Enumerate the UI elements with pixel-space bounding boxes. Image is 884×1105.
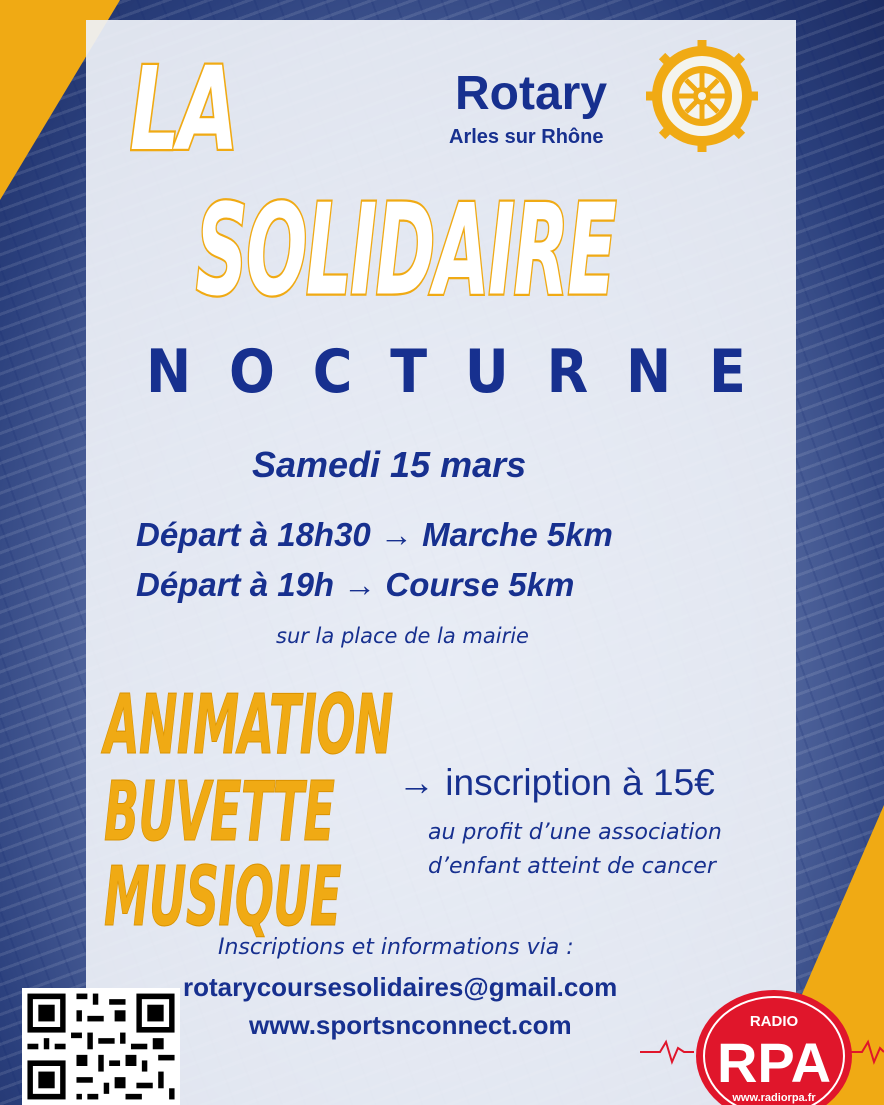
rpa-url: www.radiorpa.fr <box>732 1092 816 1104</box>
event-date: Samedi 15 mars <box>252 444 527 485</box>
title-la: LA <box>130 42 237 177</box>
departure-run: Départ à 19h → Course 5km <box>136 566 575 603</box>
title-solidaire: SOLIDAIRE <box>196 178 616 324</box>
nocturne-letter: C <box>312 336 353 407</box>
charity-cause-line2: d’enfant atteint de cancer <box>428 854 716 879</box>
nocturne-letter: R <box>546 336 589 407</box>
nocturne-letter: O <box>229 336 275 407</box>
activity-animation: ANIMATION <box>104 678 393 773</box>
qr-code-icon[interactable] <box>22 988 180 1105</box>
registration-price: → inscription à 15€ <box>398 762 715 803</box>
activity-musique: MUSIQUE <box>104 850 341 945</box>
rpa-name: RPA <box>716 1031 832 1094</box>
nocturne-letter: E <box>709 336 746 407</box>
nocturne-letter: N <box>146 336 192 407</box>
rotary-place: Arles sur Rhône <box>449 126 604 148</box>
rotary-wheel-icon <box>646 40 758 152</box>
departure-walk: Départ à 18h30 → Marche 5km <box>136 516 613 553</box>
rotary-name: Rotary <box>455 67 608 120</box>
nocturne-letter: U <box>464 336 509 407</box>
event-location: sur la place de la mairie <box>276 624 529 648</box>
website-link[interactable]: www.sportsnconnect.com <box>249 1010 572 1040</box>
nocturne-letter: N <box>626 336 672 407</box>
charity-cause-line1: au profit d’une association <box>428 820 722 845</box>
activity-buvette: BUVETTE <box>104 765 335 860</box>
radio-rpa-logo <box>640 990 884 1105</box>
contact-email[interactable]: rotarycoursesolidaires@gmail.com <box>183 972 618 1002</box>
rpa-label-top: RADIO <box>749 1013 799 1030</box>
info-intro: Inscriptions et informations via : <box>218 935 574 960</box>
nocturne-letter: T <box>390 336 428 407</box>
title-nocturne <box>146 336 746 407</box>
